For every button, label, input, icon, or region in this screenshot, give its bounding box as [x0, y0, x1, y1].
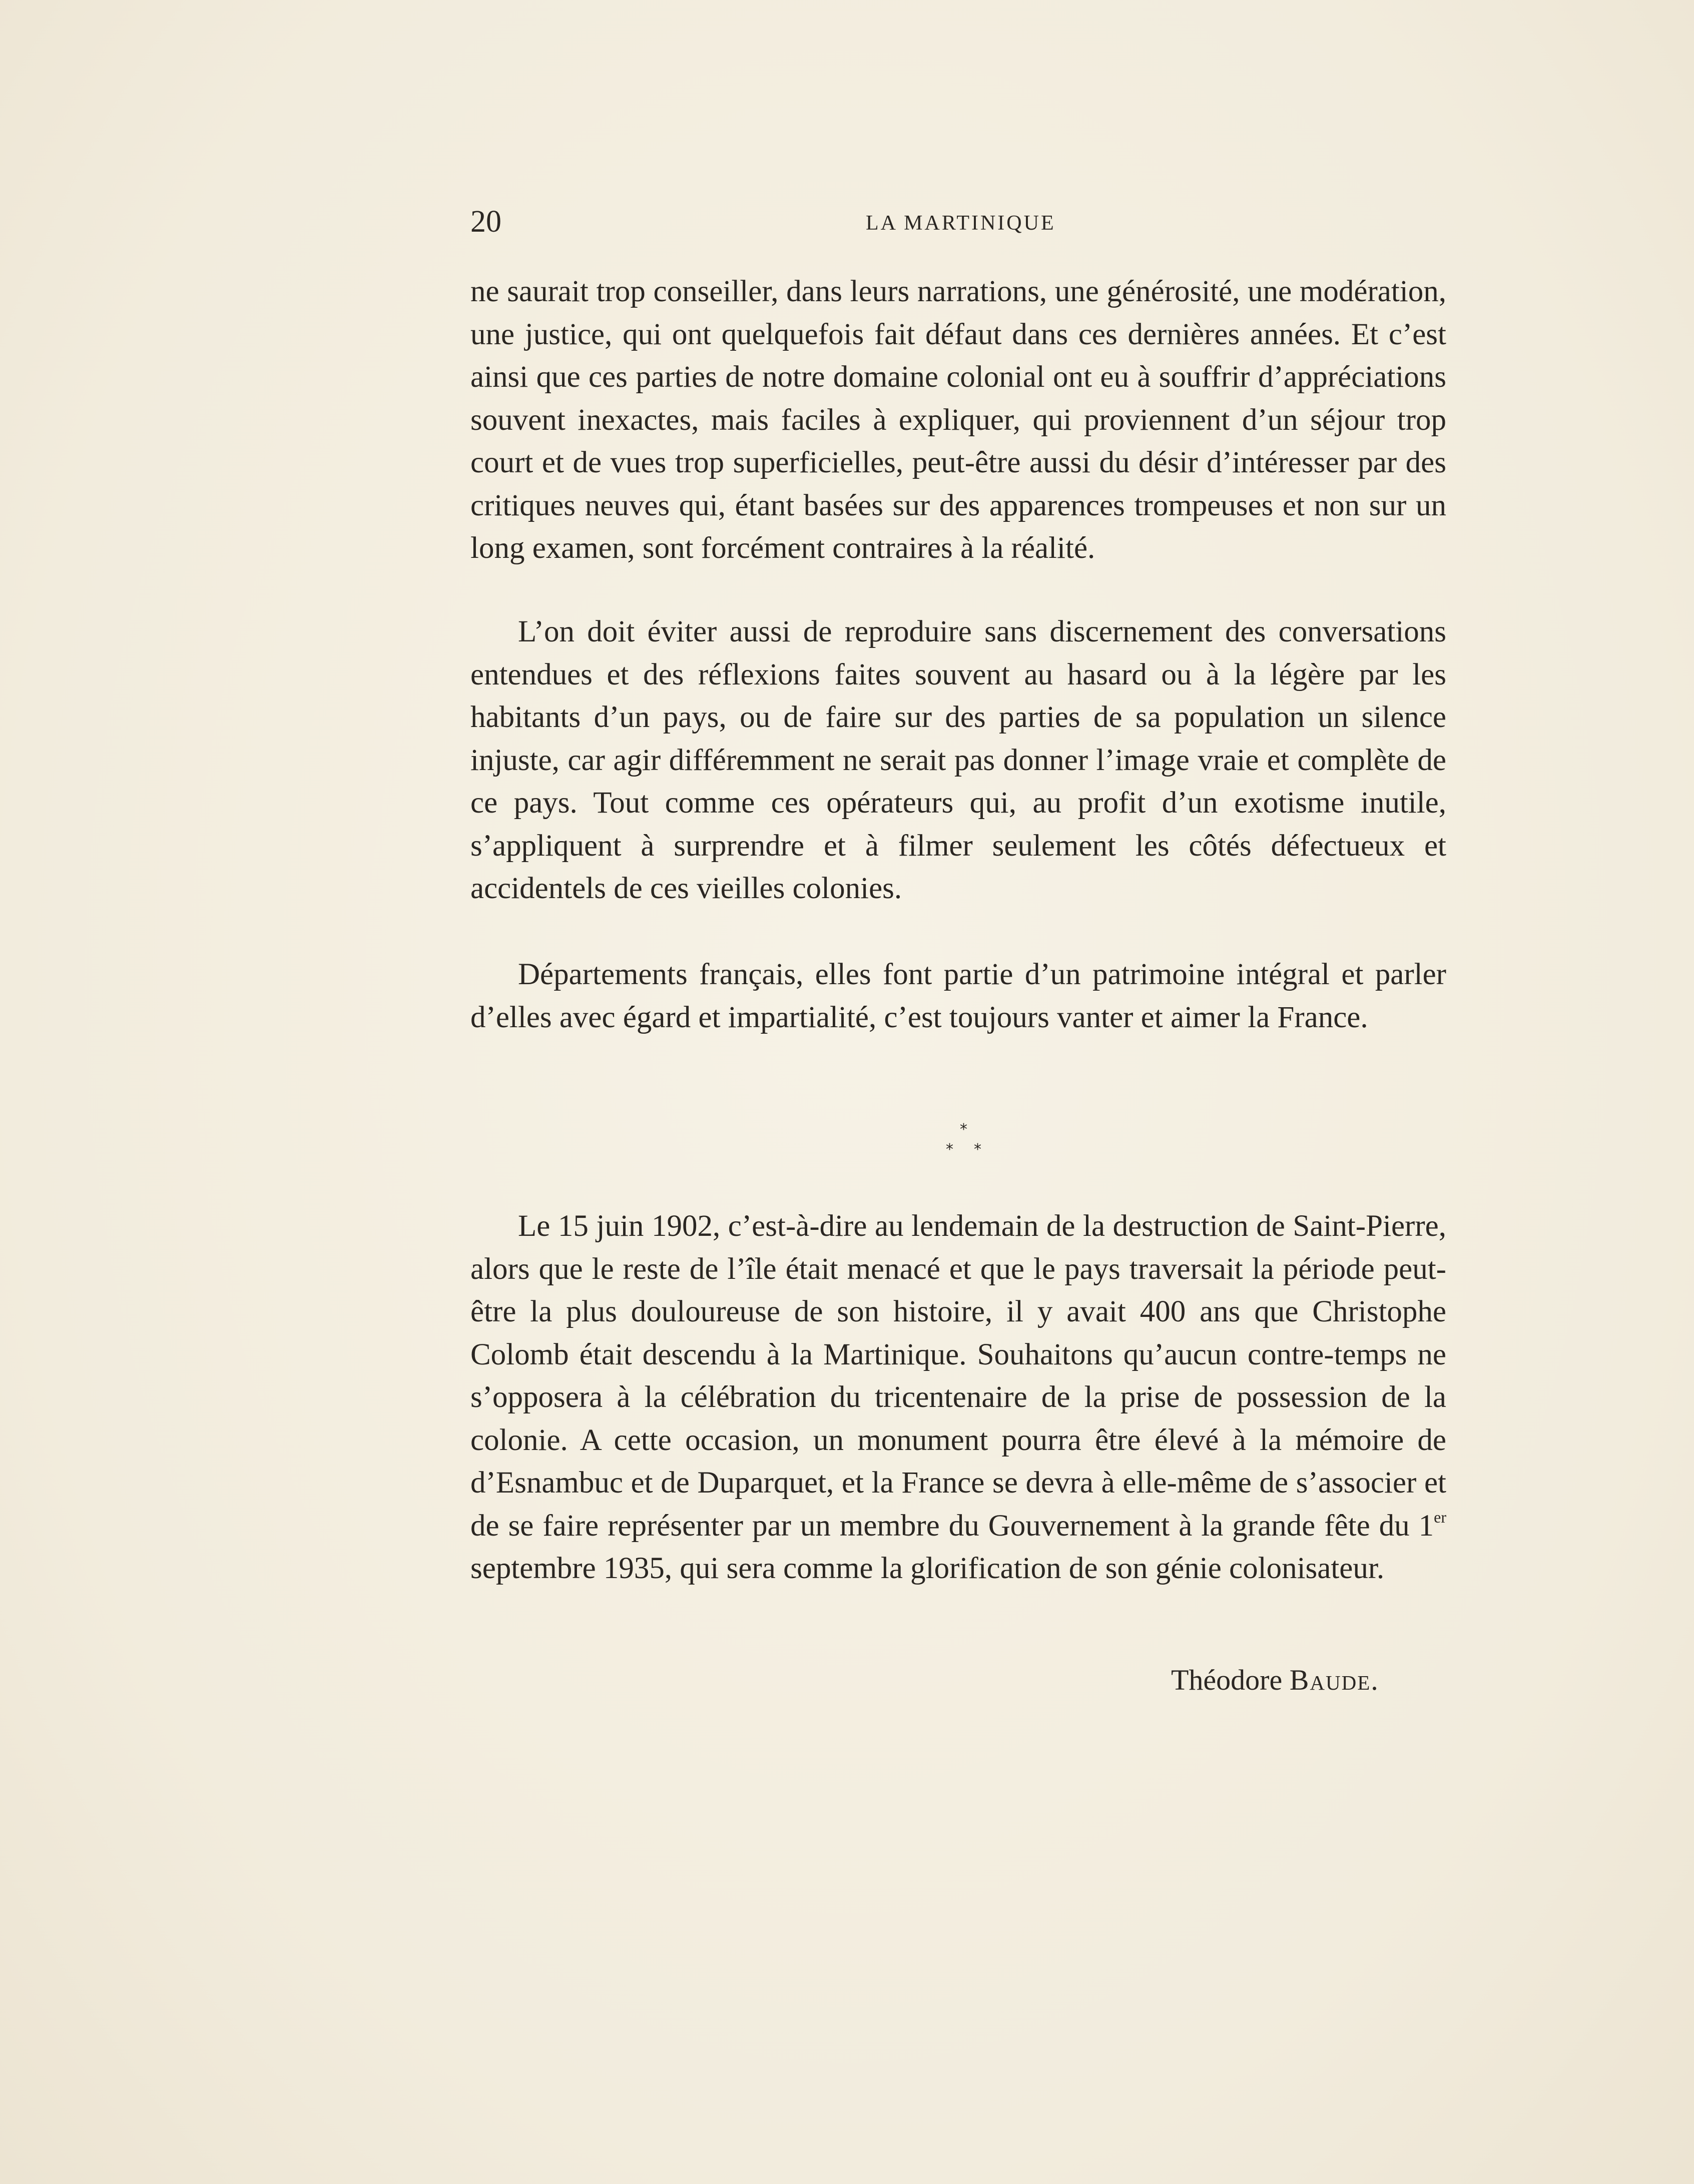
body-text-section-2: [470, 610, 1446, 910]
asterism-star: *: [960, 1121, 967, 1138]
body-text-section-3: [470, 953, 1446, 1039]
body-text-section-1: [470, 270, 1446, 570]
paragraph-4: [470, 1205, 1446, 1590]
author-signature: [1171, 1660, 1379, 1700]
asterism-star: *: [946, 1141, 953, 1158]
paragraph-4-main: Le 15 juin 1902, c’est-à-dire au lendemain de la destruction de Saint-Pierre, alors que le reste de l’île était menacé et que le pays traversait la période peut-être la plus douloureuse de son histoire, il y avait 400 ans que Christophe Colomb était descendu à la Martinique. Souhaitons qu’aucun contre-temps ne s’opposera à la célébration du tricentenaire de la prise de possession de la colonie. A cette occasion, un monument pourra être élevé à la mémoire de d’Esnambuc et de Duparquet, et la France se devra à elle-même de s’associer et de se faire représenter par un membre du Gouvernement à la grande fête du 1: [470, 1209, 1446, 1543]
asterism-star: *: [974, 1141, 981, 1158]
body-text-section-4: [470, 1205, 1446, 1590]
author-last-name: Baude.: [1289, 1664, 1379, 1696]
page-number: 20: [470, 205, 501, 239]
running-head: [470, 204, 1431, 239]
paragraph-4-end: septembre 1935, qui sera comme la glorification de son génie colonisateur.: [470, 1552, 1385, 1585]
paragraph-2: L’on doit éviter aussi de reproduire sans discernement des conversations entendues et des réflexions faites souvent au hasard ou à la légère par les habitants d’un pays, ou de faire sur des parties de sa population un silence injuste, car agir différemment ne serait pas donner l’image vraie et complète de ce pays. Tout comme ces opérateurs qui, au profit d’un exotisme inutile, s’appliquent à surprendre et à filmer seulement les côtés défectueux et accidentels de ces vieilles colonies.: [470, 615, 1446, 905]
paragraph-1: ne saurait trop conseiller, dans leurs narrations, une générosité, une modération, une justice, qui ont quelquefois fait défaut dans ces dernières années. Et c’est ainsi que ces parties de notre domaine colonial ont eu à souffrir d’appréciations souvent inexactes, mais faciles à expliquer, qui proviennent d’un séjour trop court et de vues trop superficielles, peut-être aussi du désir d’intéresser par des critiques neuves qui, étant basées sur des apparences trompeuses et non sur un long examen, sont forcément contraires à la réalité.: [470, 275, 1446, 565]
running-title: LA MARTINIQUE: [866, 212, 1056, 235]
ordinal-superscript: er: [1434, 1508, 1446, 1526]
asterism-divider: [946, 1121, 986, 1166]
author-first-name: Théodore: [1171, 1664, 1283, 1696]
paragraph-3: Départements français, elles font partie d’un patrimoine intégral et parler d’elles avec égard et impartialité, c’est toujours vanter et aimer la France.: [470, 958, 1446, 1034]
